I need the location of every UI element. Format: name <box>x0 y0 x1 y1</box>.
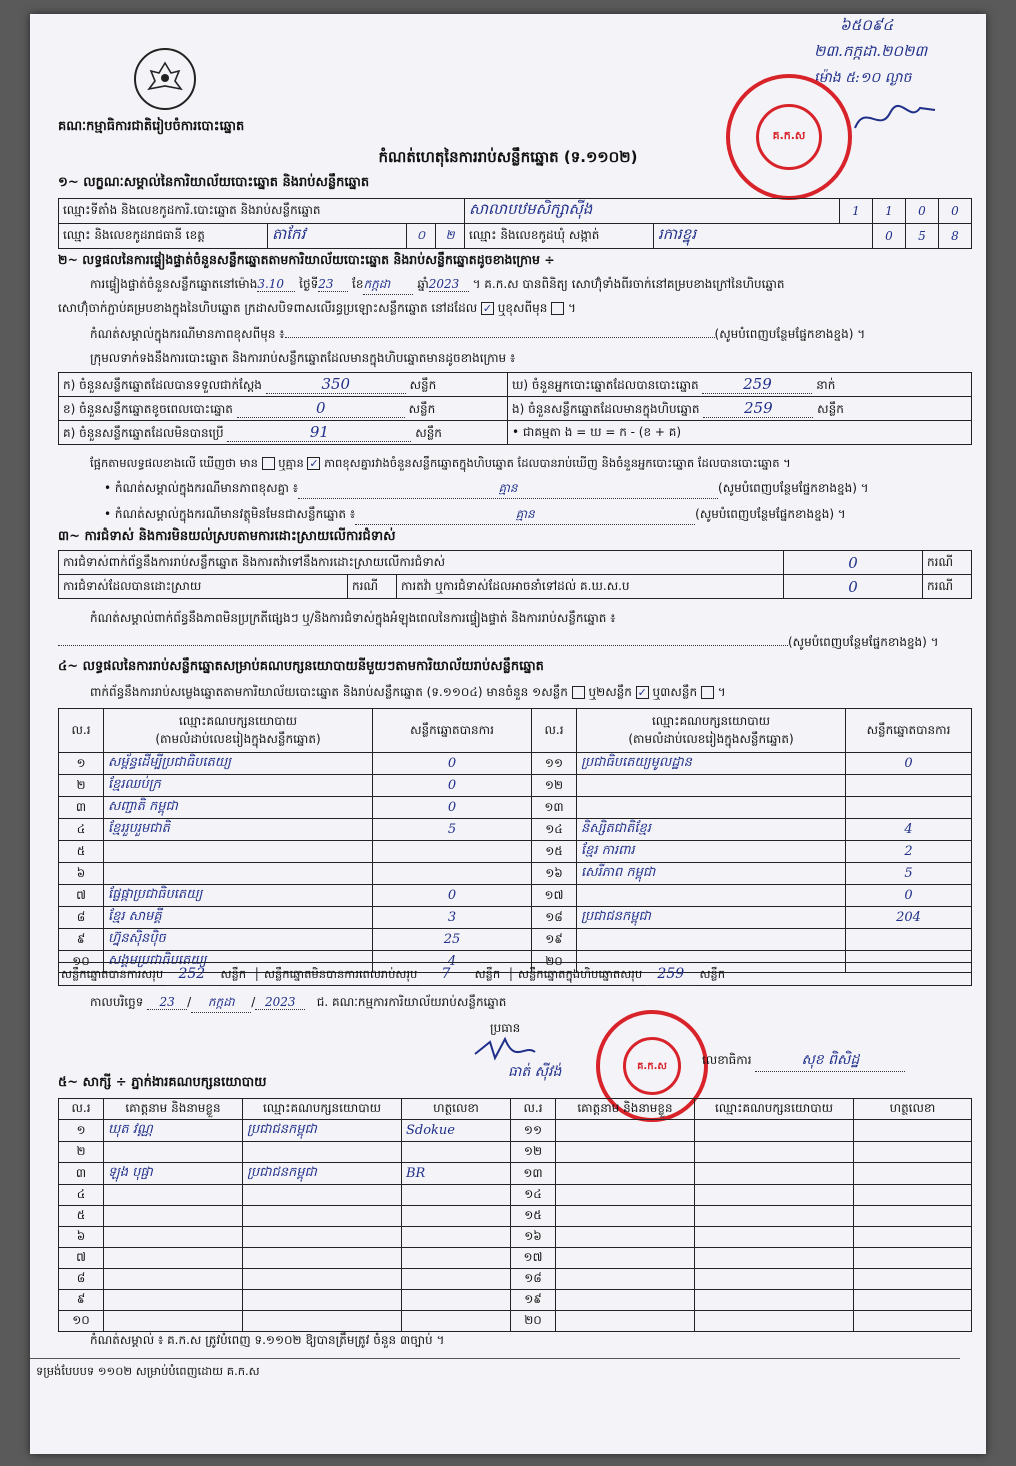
received-signature <box>850 98 940 138</box>
row-number: ១០ <box>59 951 104 973</box>
total-invalid: 7 <box>421 963 471 986</box>
committee-name: គណៈកម្មាធិការជាតិរៀបចំការបោះឆ្នោត <box>58 119 245 134</box>
witness-name <box>556 1163 695 1185</box>
spoiled-ballots: 0 <box>237 399 405 418</box>
difference-note-line: កំណត់សម្គាល់ក្នុងករណីមានភាពខុសពីមុន ៖ (សូមបំពេញបន្ថែមផ្នែកខាងខ្នង) ។ <box>90 327 866 341</box>
witness-name <box>104 1142 243 1163</box>
witness-name <box>104 1269 243 1290</box>
station-value: សាលាបឋមសិក្សាស៊ីង <box>465 199 840 224</box>
station-code-digit: 1 <box>840 199 873 224</box>
witness-signature <box>402 1227 511 1248</box>
witness-party <box>243 1290 402 1311</box>
footer-divider <box>30 1358 960 1359</box>
appeals-count: 0 <box>784 575 923 599</box>
witness-signature <box>402 1142 511 1163</box>
discrepancy-note-line: • កំណត់សម្គាល់ក្នុងករណីមានភាពខុសគ្នា ៖ គ្មាន (សូមបំពេញបន្ថែមផ្នែកខាងខ្នង) ។ <box>104 480 869 499</box>
row-number: ២០ <box>532 951 577 973</box>
party-name <box>577 885 846 907</box>
row-number: ១៣ <box>532 797 577 819</box>
province-value: តាកែវ <box>268 224 407 249</box>
party-votes: 0 <box>846 753 972 775</box>
witness-party <box>243 1248 402 1269</box>
witness-party <box>695 1142 854 1163</box>
witness-signature: Sdokue <box>402 1120 511 1142</box>
two-sheet-checkbox[interactable]: ✓ <box>637 686 647 699</box>
row-number: ៤ <box>59 819 104 841</box>
official-stamp-top: គ.ក.ស <box>726 74 852 200</box>
row-number: ១៦ <box>511 1227 556 1248</box>
row-number: ១៧ <box>532 885 577 907</box>
witness-party <box>243 1269 402 1290</box>
party-votes: 5 <box>373 819 532 841</box>
witness-signature <box>854 1269 972 1290</box>
commune-label: ឈ្មោះ និងលេខកូដឃុំ សង្កាត់ <box>465 224 654 249</box>
ballot-intro: ក្រុមលទាក់ទងនឹងការបោះឆ្នោត និងការរាប់សន្លឹកឆ្នោតដែលមានក្នុងហិបឆ្នោតមានដូចខាងក្រោម ៖ <box>90 351 516 365</box>
party-result-row <box>59 819 972 841</box>
row-number: ២០ <box>511 1311 556 1332</box>
total-in-box: 259 <box>646 963 696 986</box>
row-number: ១០ <box>59 1311 104 1332</box>
witness-signature <box>854 1290 972 1311</box>
witness-signature <box>402 1269 511 1290</box>
witness-row <box>59 1163 972 1185</box>
witness-row <box>59 1142 972 1163</box>
party-result-row <box>59 907 972 929</box>
row-number: ៨ <box>59 907 104 929</box>
row-number: ១៧ <box>511 1248 556 1269</box>
commune-code-digit: 5 <box>906 224 939 249</box>
received-ballots: 350 <box>266 375 406 394</box>
witness-name <box>104 1311 243 1332</box>
unused-ballots: 91 <box>227 423 411 442</box>
row-number: ១៨ <box>511 1269 556 1290</box>
document-page <box>30 14 986 1454</box>
voters-count: 259 <box>702 375 812 394</box>
party-name <box>577 929 846 951</box>
row-number: ១៩ <box>511 1290 556 1311</box>
section4-title: ៤~ លទ្ធផលនៃការរាប់សន្លឹកឆ្នោតសម្រាប់គណបក្សនយោបាយនីមួយៗតាមការិយាល័យរាប់សន្លឹកឆ្នោត <box>58 659 544 674</box>
party-name: ប្រជាជនកម្ពុជា <box>577 907 846 929</box>
party-result-row <box>59 929 972 951</box>
witness-signature <box>854 1206 972 1227</box>
witness-signature: BR <box>402 1163 511 1185</box>
row-number: ១៣ <box>511 1163 556 1185</box>
party-name <box>104 863 373 885</box>
row-number: ៩ <box>59 1290 104 1311</box>
secretary-line: លេខាធិការ សុខ ពិសិដ្ឋ <box>702 1050 905 1072</box>
row-number: ៣ <box>59 797 104 819</box>
party-result-row <box>59 753 972 775</box>
witness-name: ឡុង បុផ្ផា <box>104 1163 243 1185</box>
commune-code-digit: 0 <box>873 224 906 249</box>
witness-name <box>556 1142 695 1163</box>
result-line: ផ្អែកតាមលទ្ធផលខាងលើ ឃើញថា មាន ឬគ្មាន ✓ ភាពខុសគ្នារវាងចំនួនសន្លឹកឆ្នោតក្នុងហិបឆ្នោត ដែលបានរាប់ឃើញ និងចំនួនអ្នកបោះឆ្នោត ដែលបានបោះឆ្នោត ។ <box>90 456 791 470</box>
party-result-row <box>59 863 972 885</box>
row-number: ១២ <box>511 1142 556 1163</box>
party-votes: 5 <box>846 863 972 885</box>
station-info-table <box>58 198 972 249</box>
party-votes: 0 <box>373 797 532 819</box>
witness-signature <box>854 1142 972 1163</box>
party-votes: 4 <box>846 819 972 841</box>
party-votes: 2 <box>846 841 972 863</box>
totals-row: សន្លឹកឆ្នោតបានការសរុប 252 សន្លឹក │ សន្លឹកឆ្នោតមិនបានការពេលរាប់សរុប 7 សន្លឹក │ សន្លឹកឆ្នោតក្នុងហិបឆ្នោតសរុប 259 សន្លឹក <box>58 962 972 986</box>
form-code: ទម្រង់បែបបទ ១១០២ សម្រាប់បំពេញដោយ គ.ក.ស <box>36 1364 260 1378</box>
complaints-count: 0 <box>784 551 923 575</box>
party-name <box>104 841 373 863</box>
row-number: ១ <box>59 753 104 775</box>
party-name: សម្ព័ន្ធដើម្បីប្រជាធិបតេយ្យ <box>104 753 373 775</box>
party-result-row <box>59 797 972 819</box>
witness-row <box>59 1269 972 1290</box>
different-checkbox[interactable] <box>551 302 564 315</box>
party-name: និស្សិតជាតិខ្មែរ <box>577 819 846 841</box>
party-votes: 0 <box>846 885 972 907</box>
witness-row <box>59 1248 972 1269</box>
witness-name <box>556 1206 695 1227</box>
commune-code-digit: 8 <box>939 224 972 249</box>
official-stamp-bottom: គ.ក.ស <box>596 1010 708 1122</box>
formula: • ជាគម្មតា ង = ឃ = ក - (ខ + គ) <box>508 421 972 445</box>
party-votes <box>373 863 532 885</box>
section2-title: ២~ លទ្ធផលនៃការផ្ទៀងផ្ទាត់ចំនួនសន្លឹកឆ្នោតតាមការិយាល័យបោះឆ្នោត និងរាប់សន្លឹកឆ្នោតដូចខាងក្រោម ÷ <box>58 252 555 267</box>
witness-party <box>243 1206 402 1227</box>
witness-row <box>59 1120 972 1142</box>
party-votes <box>373 841 532 863</box>
verification-line-2: សោហ៊ុំចាក់ភ្ជាប់គម្របខាងក្នុងនៃហិបឆ្នោត ក្រដាសបិទពាសលើរន្ធប្រឡោះសន្លឹកឆ្នោត នៅដដែល ✓ ឬខុសពីមុន ។ <box>58 301 576 315</box>
nec-logo <box>134 48 196 110</box>
witness-row <box>59 1290 972 1311</box>
row-number: ១១ <box>511 1120 556 1142</box>
secretary-name: សុខ ពិសិដ្ឋ <box>755 1050 905 1072</box>
row-number: ៤ <box>59 1185 104 1206</box>
same-checkbox[interactable]: ✓ <box>482 302 493 315</box>
row-number: ១៥ <box>511 1206 556 1227</box>
section3-title: ៣~ ការជំទាស់ និងការមិនយល់ស្របតាមការដោះស្រាយលើការជំទាស់ <box>58 529 396 544</box>
witness-name <box>104 1185 243 1206</box>
party-votes: 4 <box>373 951 532 973</box>
witness-name <box>556 1311 695 1332</box>
province-code-digit: ០ <box>407 224 436 249</box>
chairman-label: ប្រធាន <box>490 1021 521 1035</box>
party-votes: 25 <box>373 929 532 951</box>
three-sheet-checkbox[interactable] <box>701 686 714 699</box>
party-name: សង្គមប្រជាធិបតេយ្យ <box>104 951 373 973</box>
nec-emblem-icon <box>145 59 185 99</box>
foreign-object-note-line: • កំណត់សម្គាល់ក្នុងករណីមានវត្ថុមិនមែនជាសន្លឹកឆ្នោត ៖ គ្មាន (សូមបំពេញបន្ថែមផ្នែកខាងខ្នង) ។ <box>104 506 846 525</box>
row-number: ១៥ <box>532 841 577 863</box>
row-number: ១៦ <box>532 863 577 885</box>
witness-signature <box>854 1248 972 1269</box>
party-name: ប្រជាធិបតេយ្យមូលដ្ឋាន <box>577 753 846 775</box>
witness-party <box>695 1120 854 1142</box>
row-number: ១២ <box>532 775 577 797</box>
station-code-digit: 0 <box>906 199 939 224</box>
witness-signature <box>854 1185 972 1206</box>
irregularities-note: កំណត់សម្គាល់ពាក់ព័ន្ធនឹងភាពមិនប្រក្រតីផ្សេងៗ ឬ/និងការជំទាស់ក្នុងអំឡុងពេលនៃការផ្ទៀងផ្ទាត់ និងការរាប់សន្លឹកឆ្នោត ៖ <box>90 611 616 625</box>
party-name: ខ្មែរ សាមគ្គី <box>104 907 373 929</box>
province-code-digit: ២ <box>436 224 465 249</box>
row-number: ២ <box>59 775 104 797</box>
witness-row <box>59 1185 972 1206</box>
witness-party <box>243 1142 402 1163</box>
party-name: ផ្លែផ្កាប្រជាធិបតេយ្យ <box>104 885 373 907</box>
row-number: ៩ <box>59 929 104 951</box>
witness-party <box>695 1163 854 1185</box>
row-number: ៧ <box>59 885 104 907</box>
witness-signature <box>402 1185 511 1206</box>
handwritten-code: ៦៥០៩៤ <box>840 16 894 34</box>
party-name: ខ្មែររួបរួមជាតិ <box>104 819 373 841</box>
chairman-signature <box>470 1034 540 1064</box>
row-number: ២ <box>59 1142 104 1163</box>
station-label: ឈ្មោះទីតាំង និងលេខកូដការិ.បោះឆ្នោត និងរាប់សន្លឹកឆ្នោត <box>59 199 465 224</box>
witness-party: ប្រជាជនកម្ពុជា <box>243 1163 402 1185</box>
witness-signature <box>402 1290 511 1311</box>
witness-name <box>556 1227 695 1248</box>
ballot-count-table: ក) ចំនួនសន្លឹកឆ្នោតដែលបានទទួលជាក់ស្ដែង 350 សន្លឹក ឃ) ចំនួនអ្នកបោះឆ្នោតដែលបានបោះឆ្នោត 259 នាក់ ខ) ចំនួនសន្លឹកឆ្នោតខូចពេលបោះឆ្នោត 0 សន្លឹក ង) ចំនួនសន្លឹកឆ្នោតដែលមានក្នុងហិបឆ្នោត 259 សន្លឹក គ) ចំនួនសន្លឹកឆ្នោតដែលមិនបានប្រើ 91 សន្លឹក • ជាគម្មតា ង = ឃ = ក - (ខ + គ) <box>58 372 972 445</box>
witness-signature <box>854 1120 972 1142</box>
witness-name: ឃុត វណ្ណ <box>104 1120 243 1142</box>
party-result-row <box>59 841 972 863</box>
handwritten-date: ២៣.កក្កដា.២០២៣ <box>814 42 928 60</box>
party-votes: 0 <box>373 753 532 775</box>
witness-party <box>695 1311 854 1332</box>
witness-signature <box>402 1248 511 1269</box>
witness-party <box>695 1269 854 1290</box>
province-label: ឈ្មោះ និងលេខកូដរាជធានី ខេត្ត <box>59 224 268 249</box>
row-number: ៦ <box>59 863 104 885</box>
commune-value: រការខ្នុរ <box>654 224 873 249</box>
no-difference-checkbox[interactable]: ✓ <box>309 457 319 470</box>
party-name: ខ្មែរ ការពារ <box>577 841 846 863</box>
witness-signature <box>854 1227 972 1248</box>
party-name: សេរីភាព កម្ពុជា <box>577 863 846 885</box>
date-line: កាលបរិច្ឆេទ 23 / កក្កដា / 2023 ជ. គណៈកម្មការការិយាល័យរាប់សន្លឹកឆ្នោត <box>90 994 506 1013</box>
party-name: សញ្ជាតិ កម្ពុជា <box>104 797 373 819</box>
witness-name <box>556 1290 695 1311</box>
station-code-digit: 1 <box>873 199 906 224</box>
verification-line-1: ការផ្ទៀងផ្ទាត់ចំនួនសន្លឹកឆ្នោតនៅម៉ោង3.10 ថ្ងៃទី23 ខែកក្កដា ឆ្នាំ2023 ។ គ.ក.ស បានពិនិត្យ សោហ៊ុំទាំងពីរចាក់នៅគម្របខាងក្រៅនៃហិបឆ្នោត <box>90 276 785 295</box>
witness-table: ល.រ គោត្តនាម និងនាមខ្លួន ឈ្មោះគណបក្សនយោបាយ ហត្ថលេខា ល.រ គោត្តនាម និងនាមខ្លួន ឈ្មោះគណបក្សនយោបាយ ហត្ថលេខា ១ ឃុត វណ្ណ ប្រជាជនកម្ពុជា Sdokue ១១ ២ ១២ ៣ ឡុង បុផ្ផា ប្រជាជនកម្ពុជា BR ១៣ ៤ ១៤ ៥ ១៥ ៦ ១៦ ៧ ១៧ ៨ ១៨ ៩ ១៩ ១០ ២០ <box>58 1098 972 1332</box>
witness-row <box>59 1206 972 1227</box>
witness-signature <box>854 1311 972 1332</box>
witness-signature <box>402 1206 511 1227</box>
row-number: ១៤ <box>511 1185 556 1206</box>
one-sheet-checkbox[interactable] <box>572 686 585 699</box>
station-code-digit: 0 <box>939 199 972 224</box>
chairman-name: ធាត់ ស៊ីវង់ <box>508 1064 562 1080</box>
party-votes <box>846 775 972 797</box>
row-number: ៥ <box>59 841 104 863</box>
handwritten-time: ម៉ោង ៥:១០ ល្ងាច <box>814 70 912 86</box>
witness-party <box>243 1311 402 1332</box>
witness-row <box>59 1227 972 1248</box>
witness-name <box>556 1120 695 1142</box>
party-votes: 204 <box>846 907 972 929</box>
party-name: ខ្មែរឈប់ក្រ <box>104 775 373 797</box>
complaints-table: ការជំទាស់ពាក់ព័ន្ធនឹងការរាប់សន្លឹកឆ្នោត និងការតវ៉ាទៅនឹងការដោះស្រាយលើការជំទាស់ 0 ករណី ការជំទាស់ដែលបានដោះស្រាយ ករណី ការតវ៉ា ឬការជំទាស់ដែលអាចនាំទៅដល់ គ.ឃ.ស.ប 0 ករណី <box>58 550 972 599</box>
tally-sheet-count-line: ពាក់ព័ន្ធនឹងការរាប់សម្លេងឆ្នោតតាមការិយាល័យបោះឆ្នោត និងរាប់សន្លឹកឆ្នោត (ទ.១១០៤) មានចំនួន ១សន្លឹក ឬ២សន្លឹក ✓ ឬ៣សន្លឹក ។ <box>90 685 726 699</box>
party-name: ហ្វ៊ុនស៊ិនប៉ិច <box>104 929 373 951</box>
row-number: ៥ <box>59 1206 104 1227</box>
row-number: ៣ <box>59 1163 104 1185</box>
irregularities-line: (សូមបំពេញបន្ថែមផ្នែកខាងខ្នង) ។ <box>58 634 939 652</box>
party-votes: 0 <box>373 775 532 797</box>
party-votes: 0 <box>373 885 532 907</box>
ballots-in-box: 259 <box>703 399 813 418</box>
witness-name <box>104 1290 243 1311</box>
row-number: ១៩ <box>532 929 577 951</box>
witness-name <box>104 1248 243 1269</box>
witness-party <box>695 1185 854 1206</box>
footer-note: កំណត់សម្គាល់ ៖ គ.ក.ស ត្រូវបំពេញ ទ.១១០២ ឱ្យបានត្រឹមត្រូវ ចំនួន ៣ច្បាប់ ។ <box>90 1333 445 1347</box>
party-name <box>577 797 846 819</box>
row-number: ១១ <box>532 753 577 775</box>
witness-name <box>556 1269 695 1290</box>
witness-row <box>59 1311 972 1332</box>
witness-name <box>104 1227 243 1248</box>
witness-party <box>695 1206 854 1227</box>
party-result-row <box>59 885 972 907</box>
witness-party <box>695 1290 854 1311</box>
row-number: ៦ <box>59 1227 104 1248</box>
has-difference-checkbox[interactable] <box>262 457 275 470</box>
witness-party: ប្រជាជនកម្ពុជា <box>243 1120 402 1142</box>
witness-signature <box>402 1311 511 1332</box>
row-number: ១៤ <box>532 819 577 841</box>
witness-name <box>104 1206 243 1227</box>
row-number: ៧ <box>59 1248 104 1269</box>
party-results-table: ល.រ ឈ្មោះគណបក្សនយោបាយ (តាមលំដាប់លេខរៀងក្នុងសន្លឹកឆ្នោត) សន្លឹកឆ្នោតបានការ ល.រ ឈ្មោះគណបក្សនយោបាយ (តាមលំដាប់លេខរៀងក្នុងសន្លឹកឆ្នោត) សន្លឹកឆ្នោតបានការ ១ សម្ព័ន្ធដើម្បីប្រជាធិបតេយ្យ 0 ១១ ប្រជាធិបតេយ្យមូលដ្ឋាន 0 ២ ខ្មែរឈប់ក្រ 0 ១២ ៣ សញ្ជាតិ កម្ពុជា 0 ១៣ ៤ ខ្មែររួបរួមជាតិ 5 ១៤ និស្សិតជាតិខ្មែរ 4 ៥ ១៥ ខ្មែរ ការពារ 2 ៦ ១៦ សេរីភាព កម្ពុជា 5 ៧ ផ្លែផ្កាប្រជាធិបតេយ្យ 0 ១៧ 0 ៨ ខ្មែរ សាមគ្គី 3 ១៨ ប្រជាជនកម្ពុជា 204 ៩ ហ្វ៊ុនស៊ិនប៉ិច 25 ១៩ ១០ សង្គមប្រជាធិបតេយ្យ 4 ២០ <box>58 708 972 973</box>
witness-party <box>243 1227 402 1248</box>
row-number: ៨ <box>59 1269 104 1290</box>
total-valid: 252 <box>167 963 217 986</box>
party-votes: 3 <box>373 907 532 929</box>
party-result-row <box>59 775 972 797</box>
form-title: កំណត់ហេតុនៃការរាប់សន្លឹកឆ្នោត (ទ.១១០២) <box>378 148 638 166</box>
section1-title: ១~ លក្ខណៈសម្គាល់នៃការិយាល័យបោះឆ្នោត និងរាប់សន្លឹកឆ្នោត <box>58 175 370 190</box>
row-number: ១ <box>59 1120 104 1142</box>
witness-name <box>556 1185 695 1206</box>
party-votes <box>846 929 972 951</box>
witness-party <box>695 1227 854 1248</box>
witness-name <box>556 1248 695 1269</box>
witness-party <box>695 1248 854 1269</box>
party-votes <box>846 797 972 819</box>
witness-party <box>243 1185 402 1206</box>
party-name <box>577 775 846 797</box>
witness-signature <box>854 1163 972 1185</box>
section5-title: ៥~ សាក្សី ÷ ភ្នាក់ងារគណបក្សនយោបាយ <box>58 1075 267 1090</box>
row-number: ១៨ <box>532 907 577 929</box>
